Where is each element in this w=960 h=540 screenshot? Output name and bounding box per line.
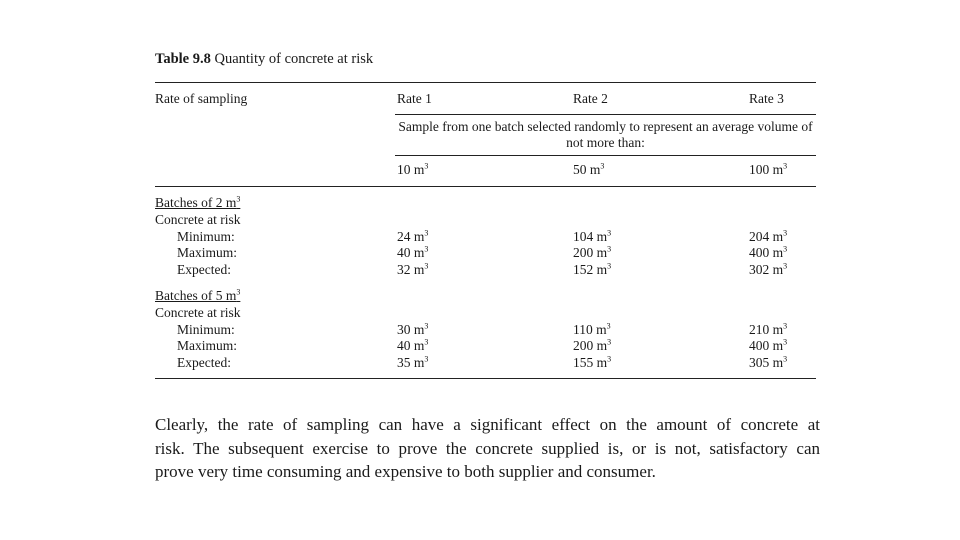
table-cell: 204 $m^3$ <box>749 228 788 244</box>
group-title-5m3: Batches of 5 $m^3$ <box>155 287 241 303</box>
group-title-2m3: Batches of 2 $m^3$ <box>155 194 241 210</box>
row-label: Expected: <box>177 355 231 370</box>
table-cell: 305 $m^3$ <box>749 354 788 370</box>
table-number: Table 9.8 <box>155 51 211 67</box>
header-volume-1: 10 $m^3$ <box>397 161 429 177</box>
group-subtitle: Concrete at risk <box>155 305 241 320</box>
paragraph-line: risk. The subsequent exercise to prove the concrete supplied is, or is not, satisfactory can <box>155 438 820 458</box>
table-cell: 104 $m^3$ <box>573 228 612 244</box>
table-cell: 110 $m^3$ <box>573 321 611 337</box>
table-header-rule <box>155 186 816 187</box>
table-cell: 302 $m^3$ <box>749 261 788 277</box>
table-cell: 40 $m^3$ <box>397 337 429 353</box>
paragraph-line: prove very time consuming and expensive to both supplier and consumer. <box>155 462 656 481</box>
header-rate-of-sampling: Rate of sampling <box>155 91 248 106</box>
row-label: Maximum: <box>177 245 237 260</box>
row-label: Maximum: <box>177 338 237 353</box>
paragraph-line: Clearly, the rate of sampling can have a significant effect on the amount of concrete at <box>155 415 820 434</box>
table-cell: 40 $m^3$ <box>397 244 429 260</box>
table-cell: 210 $m^3$ <box>749 321 788 337</box>
table-caption <box>155 51 373 68</box>
table-cell: 30 $m^3$ <box>397 321 429 337</box>
table-cell: 400 $m^3$ <box>749 244 788 260</box>
group-subtitle: Concrete at risk <box>155 212 241 227</box>
header-rate-2: Rate 2 <box>573 91 608 106</box>
table-bottom-rule <box>155 378 816 379</box>
header-volume-2: 50 $m^3$ <box>573 161 605 177</box>
table-top-rule <box>155 82 816 83</box>
header-rate-3: Rate 3 <box>749 91 784 106</box>
row-label: Expected: <box>177 262 231 277</box>
row-label: Minimum: <box>177 229 235 244</box>
table-note-rule <box>395 155 816 156</box>
table-rate-rule <box>395 114 816 115</box>
table-cell: 152 $m^3$ <box>573 261 612 277</box>
table-cell: 24 $m^3$ <box>397 228 429 244</box>
row-label: Minimum: <box>177 322 235 337</box>
header-sample-note: Sample from one batch selected randomly to represent an average volume of not more than: <box>398 119 813 150</box>
table-cell: 155 $m^3$ <box>573 354 612 370</box>
table-cell: 200 $m^3$ <box>573 244 612 260</box>
table-title: Quantity of concrete at risk <box>214 51 374 67</box>
header-volume-3: 100 $m^3$ <box>749 161 788 177</box>
table-cell: 200 $m^3$ <box>573 337 612 353</box>
table-cell: 32 $m^3$ <box>397 261 429 277</box>
header-rate-1: Rate 1 <box>397 91 432 106</box>
table-cell: 400 $m^3$ <box>749 337 788 353</box>
body-paragraph <box>155 413 820 484</box>
table-cell: 35 $m^3$ <box>397 354 429 370</box>
